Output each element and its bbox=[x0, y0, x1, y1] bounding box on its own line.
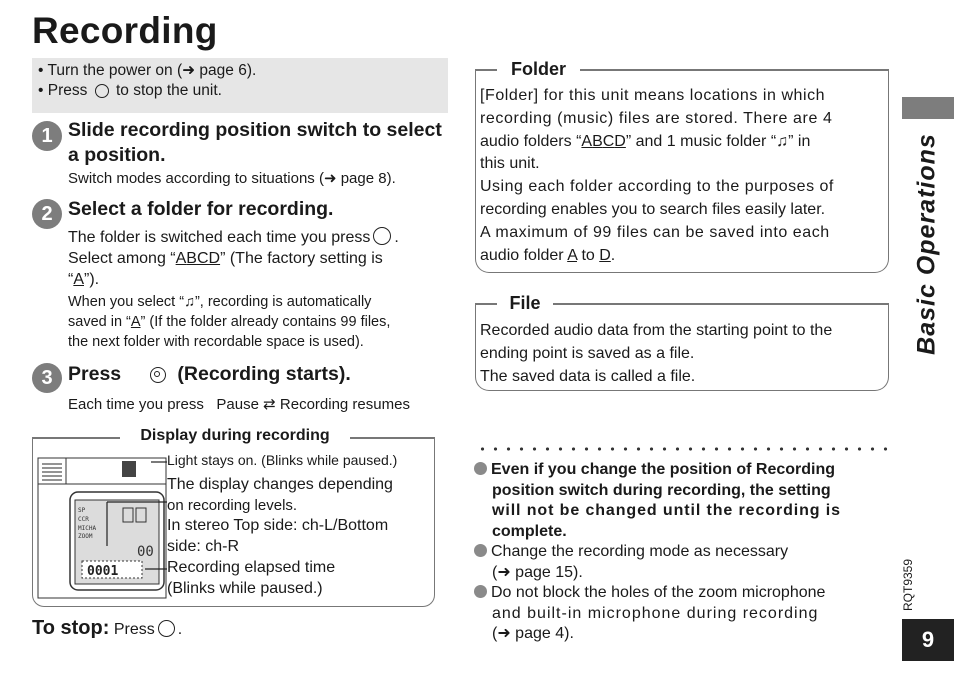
folder-text-4: this unit. bbox=[480, 155, 540, 173]
resume-state-label: Recording resumes bbox=[279, 396, 410, 413]
step-1-text-post: page 8). bbox=[336, 170, 396, 187]
step-2-line2-pre: Select among “ bbox=[68, 250, 176, 267]
step-2-heading: Select a folder for recording. bbox=[68, 198, 334, 220]
step-2-body bbox=[68, 227, 450, 290]
folder-b-icon: B bbox=[592, 132, 603, 150]
page-title: Recording bbox=[32, 10, 218, 51]
display-box-top-right-rule bbox=[350, 437, 435, 439]
step-2-number: 2 bbox=[32, 199, 62, 229]
elapsed-text-2: (Blinks while paused.) bbox=[167, 579, 323, 597]
folder-box-top-left-rule bbox=[475, 69, 497, 71]
step-2-line3-pre: “ bbox=[68, 271, 74, 288]
level-text-4: side: ch-R bbox=[167, 537, 240, 555]
section-title-text: Basic Operations bbox=[912, 133, 941, 355]
bullet-icon bbox=[474, 585, 487, 598]
step-2-note-mid: ”, recording is automatically bbox=[194, 294, 372, 310]
intro-stop-text: to stop the unit. bbox=[115, 82, 222, 99]
section-title-vertical bbox=[900, 128, 954, 360]
folder-a-icon: A bbox=[130, 314, 141, 330]
folder-text-3-pre: audio folders “ bbox=[480, 132, 582, 150]
light-status-text: Light stays on. (Blinks while paused.) bbox=[167, 452, 398, 468]
bullet-icon bbox=[474, 544, 487, 557]
svg-text:ZOOM: ZOOM bbox=[78, 533, 93, 540]
level-text-1: The display changes depending bbox=[167, 476, 393, 493]
intro-box bbox=[32, 58, 448, 113]
intro-press-text: • Press bbox=[38, 82, 88, 99]
bullet-icon bbox=[474, 462, 487, 475]
step-3-heading-post: (Recording starts). bbox=[177, 363, 351, 385]
arrow-right-icon: ➜ bbox=[323, 170, 337, 187]
folder-text-8-pre: audio folder bbox=[480, 246, 564, 264]
music-folder-icon: ♫ bbox=[184, 294, 195, 310]
page-number: 9 bbox=[902, 619, 954, 661]
note-mic-1: Do not block the holes of the zoom microphone bbox=[491, 584, 826, 601]
note-mode-2: (➜ page 15). bbox=[492, 563, 583, 581]
step-1-text-pre: Switch modes according to situations ( bbox=[68, 170, 324, 187]
svg-text:CCR: CCR bbox=[78, 516, 89, 523]
step-2-note2-post: ” (If the folder already contains 99 files, bbox=[140, 314, 391, 330]
file-text-2: ending point is saved as a file. bbox=[480, 345, 695, 362]
file-box-body bbox=[480, 319, 884, 388]
step-2-note3: the next folder with recordable space is used). bbox=[68, 334, 364, 350]
note-microphone bbox=[474, 583, 890, 645]
document-code bbox=[896, 552, 920, 618]
note-mic-3: (➜ page 4). bbox=[492, 625, 574, 642]
record-button-icon bbox=[150, 367, 166, 383]
file-box-top-left-rule bbox=[475, 303, 497, 305]
step-1-heading: Slide recording position switch to select a position. bbox=[68, 119, 442, 166]
folder-text-2: recording (music) files are stored. There are 4 bbox=[480, 109, 833, 127]
step-2-line3-post: ”). bbox=[84, 271, 100, 288]
folder-a-icon: A bbox=[175, 250, 187, 267]
file-box-title: File bbox=[509, 293, 541, 313]
folder-b-icon: B bbox=[186, 250, 197, 267]
folder-a-icon: A bbox=[581, 132, 593, 150]
toggle-arrows-icon: ⇄ bbox=[263, 396, 276, 413]
music-folder-icon: ♫ bbox=[776, 132, 789, 150]
to-stop-text: Press bbox=[113, 621, 155, 638]
level-text-2: on recording levels. bbox=[167, 496, 298, 514]
folder-button-icon bbox=[373, 227, 391, 245]
folder-a-icon: A bbox=[567, 246, 577, 264]
elapsed-time-text bbox=[167, 558, 335, 599]
step-2-line2-post: ” (The factory setting is bbox=[220, 250, 383, 267]
step-2-line1: The folder is switched each time you press bbox=[68, 229, 371, 246]
folder-text-5: Using each folder according to the purposes of bbox=[480, 178, 834, 196]
pause-state-label: Pause bbox=[216, 396, 259, 413]
folder-d-icon: D bbox=[614, 132, 626, 150]
folder-d-icon: D bbox=[208, 250, 221, 267]
step-3-text bbox=[68, 395, 410, 415]
svg-text:SP: SP bbox=[78, 507, 86, 514]
svg-text:MICHA: MICHA bbox=[78, 525, 97, 532]
svg-text:00: 00 bbox=[137, 544, 154, 560]
to-stop-end: . bbox=[177, 621, 183, 638]
note-position-switch bbox=[474, 460, 890, 542]
step-2-note-pre: When you select “ bbox=[68, 294, 185, 310]
step-1-number: 1 bbox=[32, 121, 62, 151]
note-bold-4: complete. bbox=[492, 522, 567, 540]
step-2-note2-pre: saved in “ bbox=[68, 314, 131, 330]
folder-text-6: recording enables you to search files easily later. bbox=[480, 200, 826, 218]
step-3-text-pre: Each time you press bbox=[68, 396, 204, 413]
note-bold-3: will not be changed until the recording is bbox=[492, 502, 841, 519]
intro-power-line: • Turn the power on (➜ page 6). bbox=[38, 62, 257, 79]
display-box-top-left-rule bbox=[32, 437, 120, 439]
folder-text-7: A maximum of 99 files can be saved into each bbox=[480, 223, 830, 241]
note-mode-1: Change the recording mode as necessary bbox=[491, 543, 789, 560]
note-bold-1: Even if you change the position of Recording bbox=[491, 461, 836, 478]
folder-box-title: Folder bbox=[510, 59, 566, 79]
step-2-note bbox=[68, 292, 450, 352]
folder-c-icon: C bbox=[602, 132, 615, 150]
folder-text-1: [Folder] for this unit means locations in which bbox=[480, 87, 826, 104]
folder-box-top-right-rule bbox=[580, 69, 889, 71]
notes-section bbox=[474, 460, 890, 645]
folder-text-3-post: ” in bbox=[788, 132, 811, 150]
stop-button-icon bbox=[158, 620, 175, 637]
note-mic-2: and built-in microphone during recording bbox=[492, 604, 819, 622]
level-text-3: In stereo Top side: ch-L/Bottom bbox=[167, 517, 389, 534]
folder-a-icon: A bbox=[73, 271, 84, 288]
intro-stop-line bbox=[38, 81, 442, 101]
folder-c-icon: C bbox=[196, 250, 209, 267]
elapsed-text-1: Recording elapsed time bbox=[167, 559, 336, 576]
to-stop-line bbox=[32, 617, 182, 640]
section-tab-marker bbox=[902, 97, 954, 119]
recorder-display-illustration bbox=[37, 454, 167, 600]
folder-text-3-mid: ” and 1 music folder “ bbox=[625, 132, 777, 150]
note-recording-mode bbox=[474, 542, 890, 583]
document-code-text: RQT9359 bbox=[901, 558, 915, 612]
display-box-title: Display during recording bbox=[140, 427, 330, 444]
file-text-3: The saved data is called a file. bbox=[480, 368, 696, 385]
file-text-1: Recorded audio data from the starting point to the bbox=[480, 322, 833, 339]
to-stop-label: To stop: bbox=[32, 617, 110, 639]
level-display-text bbox=[167, 475, 429, 557]
dotted-separator bbox=[476, 446, 890, 452]
step-3-number: 3 bbox=[32, 363, 62, 393]
folder-d-icon: D bbox=[599, 246, 611, 264]
step-3-heading bbox=[68, 362, 351, 387]
step-1-text bbox=[68, 169, 396, 189]
note-bold-2: position switch during recording, the setting bbox=[492, 481, 831, 499]
folder-text-8-end: . bbox=[610, 246, 616, 264]
file-box-top-right-rule bbox=[553, 303, 889, 305]
folder-box-body bbox=[480, 85, 884, 267]
lcd-elapsed-digits: 0001 bbox=[87, 564, 119, 579]
step-3-heading-pre: Press bbox=[68, 363, 122, 385]
folder-text-8-mid: to bbox=[581, 246, 595, 264]
stop-button-icon bbox=[95, 84, 109, 98]
step-2-line1-end: . bbox=[394, 229, 399, 246]
